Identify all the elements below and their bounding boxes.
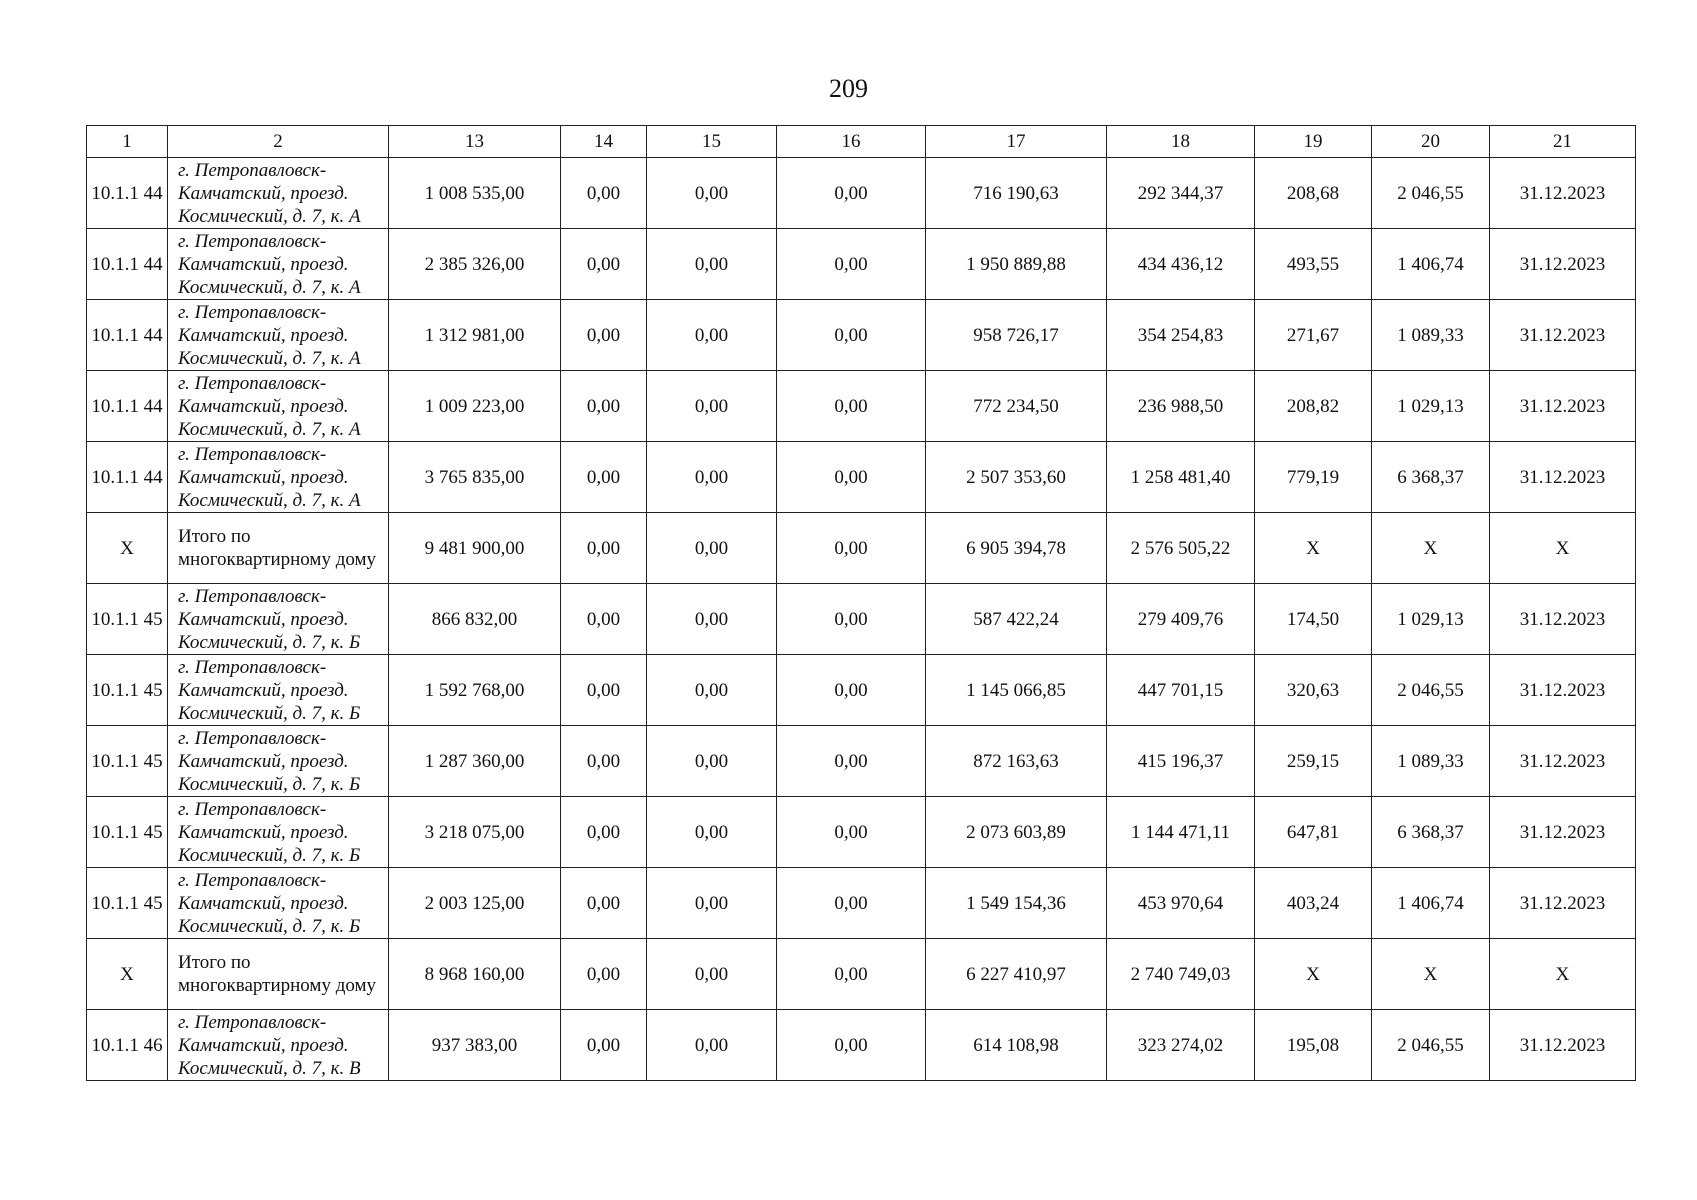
value-cell: 0,00 [777,371,926,442]
address-cell: г. Петропавловск-Камчатский, проезд. Космический, д. 7, к. А [168,158,389,229]
value-cell: 0,00 [561,513,647,584]
value-cell: 2 385 326,00 [389,229,561,300]
value-cell: 0,00 [647,229,777,300]
row-code-cell: 10.1.1 44 [87,300,168,371]
value-cell: 31.12.2023 [1490,229,1636,300]
value-cell: 320,63 [1255,655,1372,726]
value-cell: 3 218 075,00 [389,797,561,868]
value-cell: 0,00 [647,939,777,1010]
value-cell: 0,00 [647,442,777,513]
value-cell: 1 950 889,88 [926,229,1107,300]
value-cell: 9 481 900,00 [389,513,561,584]
column-header: 1 [87,126,168,158]
column-header: 14 [561,126,647,158]
value-cell: 0,00 [561,229,647,300]
column-header: 13 [389,126,561,158]
table-row [87,513,1636,584]
value-cell: X [1255,939,1372,1010]
value-cell: 716 190,63 [926,158,1107,229]
table-row [87,158,1636,229]
value-cell: 1 009 223,00 [389,371,561,442]
value-cell: 2 046,55 [1372,1010,1490,1081]
table-row [87,1010,1636,1081]
value-cell: 0,00 [647,371,777,442]
value-cell: X [1490,939,1636,1010]
value-cell: 0,00 [777,513,926,584]
value-cell: 434 436,12 [1107,229,1255,300]
value-cell: 0,00 [777,442,926,513]
value-cell: 271,67 [1255,300,1372,371]
value-cell: 31.12.2023 [1490,442,1636,513]
value-cell: 0,00 [647,1010,777,1081]
value-cell: 279 409,76 [1107,584,1255,655]
value-cell: 1 312 981,00 [389,300,561,371]
address-cell: г. Петропавловск-Камчатский, проезд. Космический, д. 7, к. В [168,1010,389,1081]
value-cell: 2 046,55 [1372,158,1490,229]
value-cell: 1 089,33 [1372,726,1490,797]
table-row [87,797,1636,868]
value-cell: 0,00 [561,797,647,868]
value-cell: 0,00 [777,939,926,1010]
value-cell: 2 576 505,22 [1107,513,1255,584]
value-cell: 0,00 [777,655,926,726]
row-code-cell: 10.1.1 44 [87,158,168,229]
value-cell: 403,24 [1255,868,1372,939]
value-cell: 1 406,74 [1372,868,1490,939]
value-cell: 259,15 [1255,726,1372,797]
value-cell: 236 988,50 [1107,371,1255,442]
table-row [87,868,1636,939]
row-code-cell: 10.1.1 45 [87,797,168,868]
value-cell: 31.12.2023 [1490,300,1636,371]
value-cell: 31.12.2023 [1490,584,1636,655]
address-cell: г. Петропавловск-Камчатский, проезд. Космический, д. 7, к. А [168,229,389,300]
value-cell: 31.12.2023 [1490,797,1636,868]
table-row [87,371,1636,442]
value-cell: 872 163,63 [926,726,1107,797]
value-cell: 0,00 [647,158,777,229]
address-cell: г. Петропавловск-Камчатский, проезд. Космический, д. 7, к. Б [168,797,389,868]
value-cell: 0,00 [647,655,777,726]
address-cell: г. Петропавловск-Камчатский, проезд. Космический, д. 7, к. Б [168,868,389,939]
value-cell: 0,00 [561,726,647,797]
value-cell: 1 089,33 [1372,300,1490,371]
value-cell: 937 383,00 [389,1010,561,1081]
value-cell: 0,00 [777,158,926,229]
value-cell: 292 344,37 [1107,158,1255,229]
row-code-cell: 10.1.1 44 [87,229,168,300]
table-row [87,655,1636,726]
value-cell: X [1255,513,1372,584]
value-cell: 1 144 471,11 [1107,797,1255,868]
address-cell: г. Петропавловск-Камчатский, проезд. Космический, д. 7, к. Б [168,584,389,655]
column-header: 17 [926,126,1107,158]
value-cell: 31.12.2023 [1490,726,1636,797]
row-code-cell: 10.1.1 45 [87,584,168,655]
column-header: 15 [647,126,777,158]
column-header: 19 [1255,126,1372,158]
value-cell: 6 368,37 [1372,797,1490,868]
value-cell: 779,19 [1255,442,1372,513]
value-cell: 0,00 [777,797,926,868]
value-cell: 2 003 125,00 [389,868,561,939]
value-cell: 1 008 535,00 [389,158,561,229]
address-cell: Итого по многоквартирному дому [168,513,389,584]
value-cell: 3 765 835,00 [389,442,561,513]
table-row [87,726,1636,797]
value-cell: 0,00 [561,1010,647,1081]
table-row [87,584,1636,655]
value-cell: 1 406,74 [1372,229,1490,300]
value-cell: 1 029,13 [1372,371,1490,442]
value-cell: 0,00 [777,229,926,300]
value-cell: 0,00 [647,726,777,797]
value-cell: 958 726,17 [926,300,1107,371]
value-cell: 453 970,64 [1107,868,1255,939]
value-cell: 1 145 066,85 [926,655,1107,726]
header-row [87,126,1636,158]
value-cell: 208,68 [1255,158,1372,229]
value-cell: 0,00 [561,158,647,229]
address-cell: г. Петропавловск-Камчатский, проезд. Космический, д. 7, к. Б [168,655,389,726]
value-cell: 447 701,15 [1107,655,1255,726]
value-cell: 0,00 [561,584,647,655]
column-header: 18 [1107,126,1255,158]
value-cell: 2 507 353,60 [926,442,1107,513]
value-cell: 772 234,50 [926,371,1107,442]
column-header: 20 [1372,126,1490,158]
value-cell: 1 287 360,00 [389,726,561,797]
value-cell: 2 740 749,03 [1107,939,1255,1010]
value-cell: 354 254,83 [1107,300,1255,371]
column-header: 16 [777,126,926,158]
address-cell: г. Петропавловск-Камчатский, проезд. Космический, д. 7, к. Б [168,726,389,797]
table-body [87,126,1636,1081]
value-cell: 614 108,98 [926,1010,1107,1081]
value-cell: 0,00 [561,442,647,513]
value-cell: 647,81 [1255,797,1372,868]
value-cell: 1 549 154,36 [926,868,1107,939]
value-cell: 31.12.2023 [1490,655,1636,726]
address-cell: г. Петропавловск-Камчатский, проезд. Космический, д. 7, к. А [168,300,389,371]
value-cell: 0,00 [561,655,647,726]
value-cell: 0,00 [561,371,647,442]
table-row [87,442,1636,513]
value-cell: 0,00 [777,300,926,371]
row-code-cell: 10.1.1 45 [87,655,168,726]
address-cell: г. Петропавловск-Камчатский, проезд. Космический, д. 7, к. А [168,442,389,513]
value-cell: 0,00 [561,868,647,939]
value-cell: 587 422,24 [926,584,1107,655]
row-code-cell: X [87,939,168,1010]
table-row [87,300,1636,371]
value-cell: 1 029,13 [1372,584,1490,655]
table-row [87,939,1636,1010]
value-cell: 0,00 [777,1010,926,1081]
row-code-cell: 10.1.1 45 [87,726,168,797]
row-code-cell: X [87,513,168,584]
value-cell: 0,00 [777,868,926,939]
row-code-cell: 10.1.1 46 [87,1010,168,1081]
value-cell: 0,00 [777,726,926,797]
value-cell: 2 073 603,89 [926,797,1107,868]
table-row [87,229,1636,300]
value-cell: 208,82 [1255,371,1372,442]
value-cell: X [1372,939,1490,1010]
value-cell: 31.12.2023 [1490,371,1636,442]
value-cell: 0,00 [647,513,777,584]
value-cell: 31.12.2023 [1490,868,1636,939]
value-cell: 6 905 394,78 [926,513,1107,584]
value-cell: 8 968 160,00 [389,939,561,1010]
data-table [86,125,1636,1081]
value-cell: 0,00 [561,300,647,371]
column-header: 2 [168,126,389,158]
value-cell: 31.12.2023 [1490,1010,1636,1081]
value-cell: 2 046,55 [1372,655,1490,726]
value-cell: 323 274,02 [1107,1010,1255,1081]
value-cell: 31.12.2023 [1490,158,1636,229]
value-cell: 174,50 [1255,584,1372,655]
value-cell: 0,00 [561,939,647,1010]
value-cell: 1 258 481,40 [1107,442,1255,513]
address-cell: г. Петропавловск-Камчатский, проезд. Космический, д. 7, к. А [168,371,389,442]
value-cell: X [1372,513,1490,584]
page-number: 209 [829,74,868,103]
value-cell: 6 227 410,97 [926,939,1107,1010]
value-cell: 493,55 [1255,229,1372,300]
value-cell: 0,00 [647,797,777,868]
value-cell: X [1490,513,1636,584]
value-cell: 6 368,37 [1372,442,1490,513]
value-cell: 0,00 [647,584,777,655]
value-cell: 0,00 [647,300,777,371]
column-header: 21 [1490,126,1636,158]
value-cell: 0,00 [777,584,926,655]
row-code-cell: 10.1.1 44 [87,442,168,513]
value-cell: 0,00 [647,868,777,939]
value-cell: 415 196,37 [1107,726,1255,797]
value-cell: 1 592 768,00 [389,655,561,726]
row-code-cell: 10.1.1 45 [87,868,168,939]
address-cell: Итого по многоквартирному дому [168,939,389,1010]
value-cell: 195,08 [1255,1010,1372,1081]
value-cell: 866 832,00 [389,584,561,655]
row-code-cell: 10.1.1 44 [87,371,168,442]
